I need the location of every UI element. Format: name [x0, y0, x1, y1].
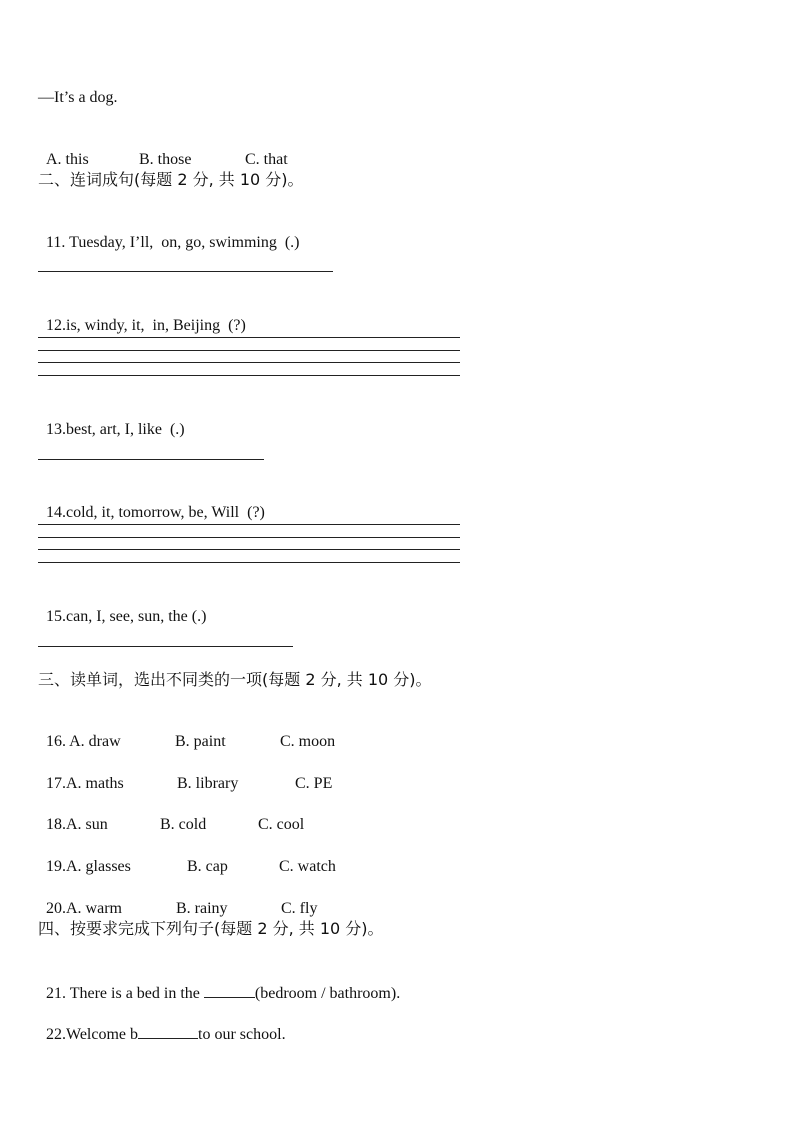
question-text-after: (bedroom / bathroom).	[254, 985, 401, 1002]
writing-line[interactable]	[38, 350, 460, 351]
option-b: B. paint	[175, 733, 226, 750]
question-text-before: Welcome b	[66, 1026, 139, 1043]
question-number: 22.	[46, 1026, 66, 1043]
answer-line[interactable]	[38, 459, 264, 460]
writing-line[interactable]	[38, 549, 460, 550]
question-number: 17.	[46, 775, 66, 792]
q10-option-b: B. those	[139, 151, 192, 168]
question-18	[38, 795, 304, 835]
option-c: C. moon	[280, 733, 336, 750]
question-11	[38, 213, 299, 253]
question-13	[38, 400, 185, 440]
option-a: A. glasses	[66, 858, 131, 875]
question-number: 16.	[46, 733, 66, 750]
question-20	[38, 879, 317, 919]
question-number: 15.	[46, 608, 66, 625]
option-c: C. fly	[281, 900, 318, 917]
question-12	[38, 296, 246, 336]
section3-heading: 三、读单词，选出不同类的一项(每题 2 分, 共 10 分)。	[38, 670, 432, 689]
option-b: B. rainy	[176, 900, 228, 917]
question-14	[38, 483, 265, 523]
option-a: A. maths	[66, 775, 124, 792]
option-b: B. cold	[160, 816, 207, 833]
writing-line[interactable]	[38, 524, 460, 525]
option-a: A. sun	[66, 816, 108, 833]
question-text: best, art, I, like (.)	[66, 421, 185, 438]
question-number: 13.	[46, 421, 66, 438]
question-number: 21.	[46, 985, 66, 1002]
option-a: A. warm	[66, 900, 122, 917]
question-16	[38, 712, 335, 752]
question-22	[38, 1003, 286, 1045]
section2-heading: 二、连词成句(每题 2 分, 共 10 分)。	[38, 170, 304, 189]
q10-option-c: C. that	[245, 151, 288, 168]
fill-in-blank[interactable]	[138, 1023, 198, 1039]
fill-in-blank[interactable]	[204, 982, 255, 998]
question-number: 18.	[46, 816, 66, 833]
question-text-before: There is a bed in the	[66, 985, 204, 1002]
question-17	[38, 754, 332, 794]
answer-line[interactable]	[38, 271, 333, 272]
writing-line[interactable]	[38, 375, 460, 376]
option-c: C. watch	[279, 858, 336, 875]
option-b: B. cap	[187, 858, 228, 875]
option-c: C. cool	[258, 816, 305, 833]
question-number: 20.	[46, 900, 66, 917]
option-a: A. draw	[66, 733, 121, 750]
q10-answer: —It’s a dog.	[38, 89, 118, 106]
writing-line[interactable]	[38, 362, 460, 363]
question-text: cold, it, tomorrow, be, Will (?)	[66, 504, 265, 521]
writing-line[interactable]	[38, 537, 460, 538]
question-text: Tuesday, I’ll, on, go, swimming (.)	[65, 234, 300, 251]
answer-line[interactable]	[38, 646, 293, 647]
writing-line[interactable]	[38, 562, 460, 563]
q10-options	[38, 130, 288, 170]
question-15	[38, 587, 206, 627]
question-text: can, I, see, sun, the (.)	[66, 608, 207, 625]
option-c: C. PE	[295, 775, 333, 792]
writing-line[interactable]	[38, 337, 460, 338]
q10-option-a: A. this	[46, 151, 89, 168]
question-number: 11.	[46, 234, 66, 251]
question-19	[38, 837, 336, 877]
question-number: 12.	[46, 317, 66, 334]
option-b: B. library	[177, 775, 239, 792]
question-text: is, windy, it, in, Beijing (?)	[66, 317, 246, 334]
section4-heading: 四、按要求完成下列句子(每题 2 分, 共 10 分)。	[38, 919, 384, 938]
question-text-after: to our school.	[198, 1026, 286, 1043]
question-number: 19.	[46, 858, 66, 875]
question-number: 14.	[46, 504, 66, 521]
question-21	[38, 962, 400, 1004]
